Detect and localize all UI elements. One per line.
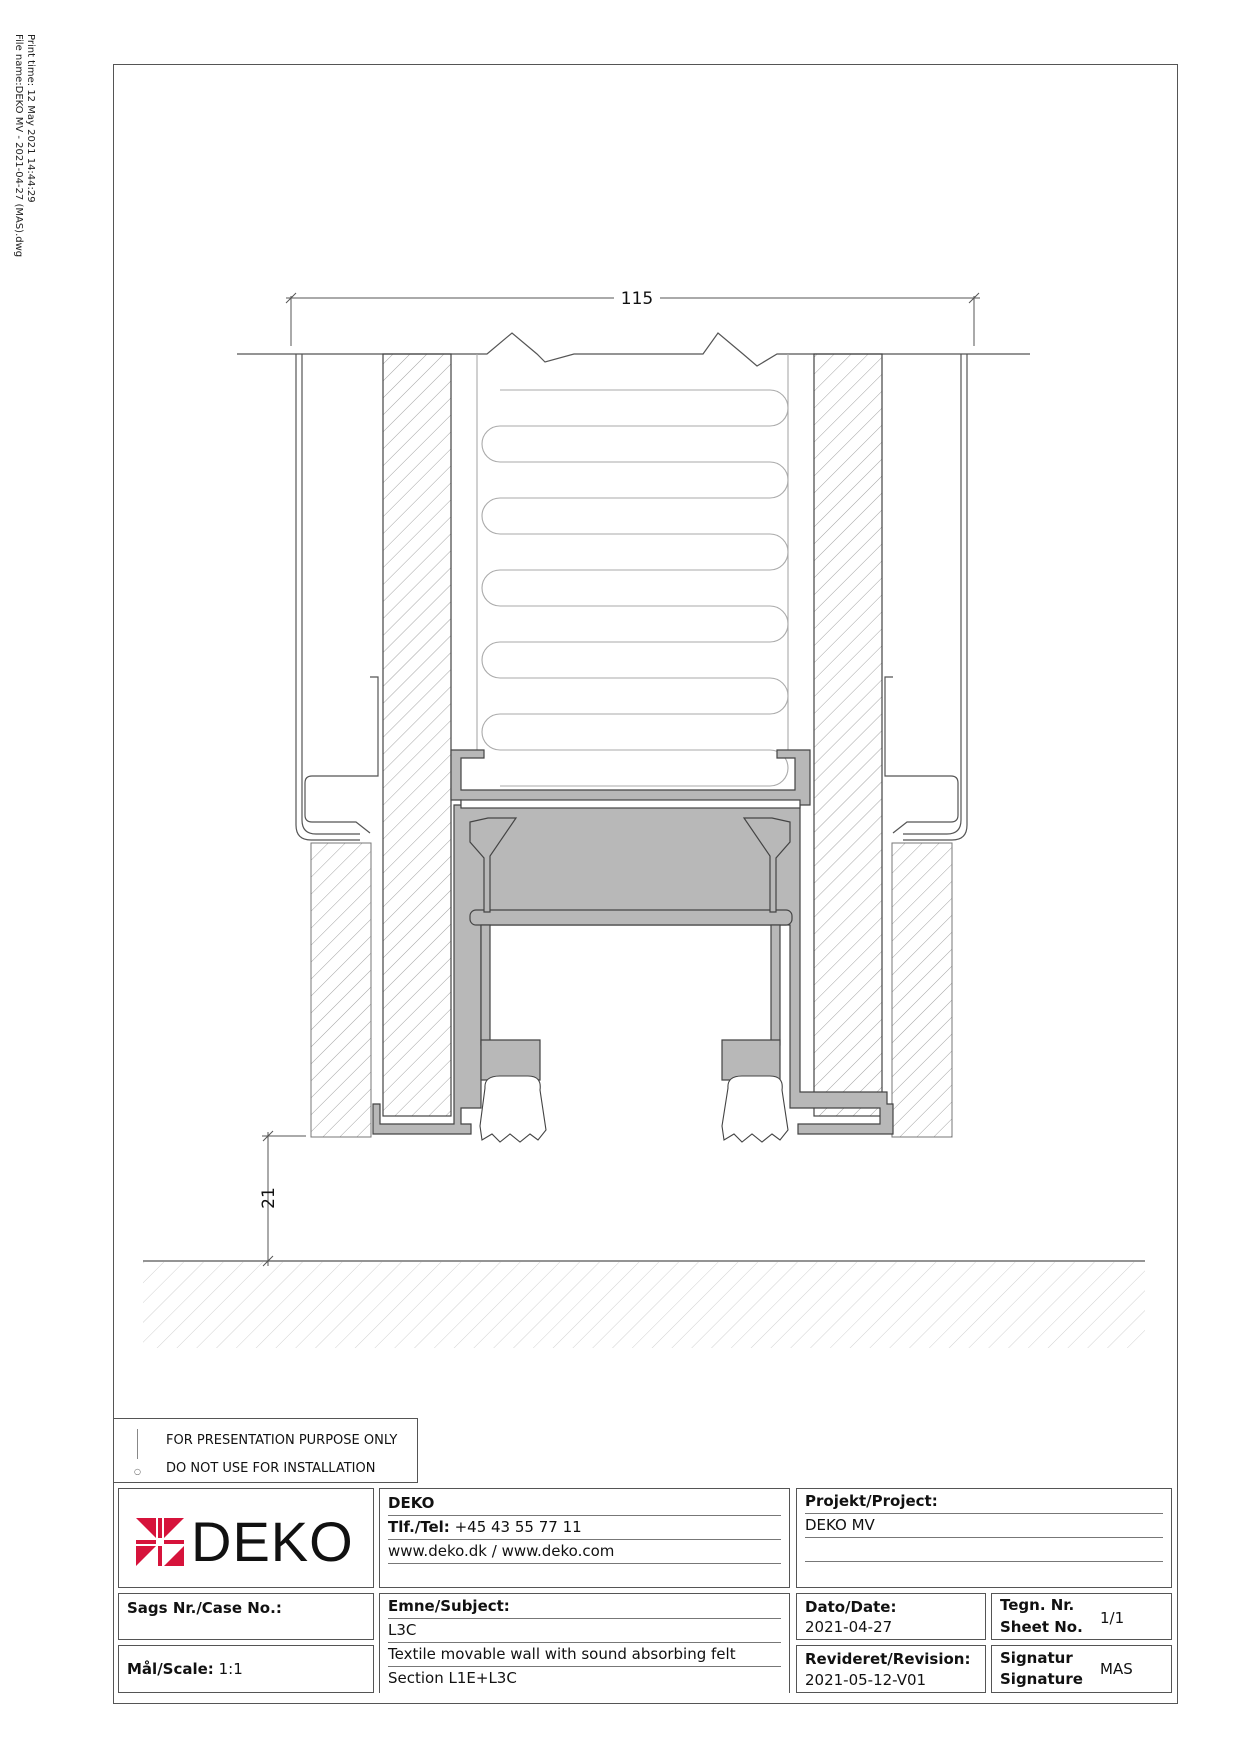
case-cell [118,1593,374,1640]
company-cell [379,1488,790,1588]
date-cell [796,1593,986,1640]
project-cell [796,1488,1172,1588]
tel-value: +45 43 55 77 11 [454,1518,582,1536]
notice-marker [137,1429,138,1459]
signature-cell [991,1645,1172,1693]
tel-label: Tlf./Tel: [388,1518,450,1536]
scale-label: Mål/Scale: [127,1660,214,1678]
dim-gap-label: 21 [259,1187,279,1209]
logo-cell [118,1488,374,1588]
revision-label: Revideret/Revision: [805,1650,971,1668]
board-right-outer [892,843,952,1137]
floor-hatch [143,1262,1145,1348]
case-label: Sags Nr./Case No.: [127,1599,282,1617]
scale-cell [118,1645,374,1693]
logo-text: DEKO [191,1510,354,1573]
scale-value: 1:1 [218,1660,243,1678]
sheet-value: 1/1 [1100,1609,1125,1627]
sheet-cell [991,1593,1172,1640]
board-right-inner [814,354,882,1116]
signature-value: MAS [1100,1660,1133,1678]
notice-line-1: FOR PRESENTATION PURPOSE ONLY [166,1433,398,1448]
signature-label-1: Signatur [1000,1649,1073,1667]
outer-cover-right [885,354,967,840]
subject-line-1: L3C [388,1621,417,1639]
revision-cell [796,1645,986,1693]
outer-cover-left [296,354,378,840]
sheet-label-1: Tegn. Nr. [1000,1596,1075,1614]
date-value: 2021-04-27 [805,1618,893,1636]
file-name: File name:DEKO MV - 2021-04-27 (MAS).dwg [13,34,24,258]
print-time: Print time: 12 May 2021 14:44:29 [25,34,36,203]
subject-cell [379,1593,790,1693]
company-web: www.deko.dk / www.deko.com [388,1542,615,1560]
subject-line-2: Textile movable wall with sound absorbing felt [388,1645,736,1663]
subject-label: Emne/Subject: [388,1597,510,1615]
company-name: DEKO [388,1494,435,1512]
notice-dot: ○ [134,1467,141,1476]
board-left-outer [311,843,371,1137]
sound-absorbing-felt [477,354,788,786]
sheet-label-2: Sheet No. [1000,1618,1083,1636]
deko-logo-icon [136,1518,184,1566]
project-value: DEKO MV [805,1516,875,1534]
signature-label-2: Signature [1000,1670,1083,1688]
revision-value: 2021-05-12-V01 [805,1671,927,1689]
date-label: Dato/Date: [805,1598,897,1616]
subject-line-3: Section L1E+L3C [388,1669,517,1687]
board-left-inner [383,354,451,1116]
dim-width-label: 115 [620,289,654,309]
project-label: Projekt/Project: [805,1492,938,1510]
presentation-notice [113,1418,418,1483]
bottom-seals [480,1076,788,1142]
break-line [237,333,1030,366]
notice-line-2: DO NOT USE FOR INSTALLATION [166,1461,376,1476]
